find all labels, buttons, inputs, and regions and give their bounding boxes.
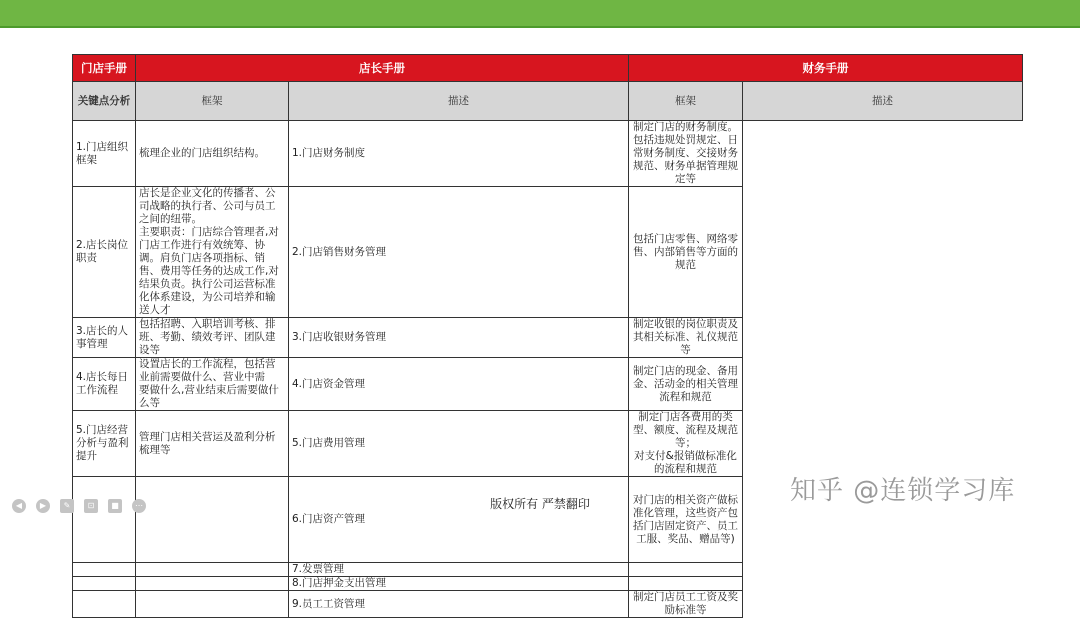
finance-desc-cell: 制定门店员工工资及奖励标准等 bbox=[629, 591, 743, 618]
manager-framework-cell: 1.门店组织框架 bbox=[73, 121, 136, 187]
finance-framework-cell: 8.门店押金支出管理 bbox=[289, 577, 629, 591]
finance-desc-cell bbox=[629, 563, 743, 577]
focus-icon[interactable]: ⊡ bbox=[84, 499, 98, 513]
top-banner bbox=[0, 0, 1080, 26]
finance-desc-cell: 制定门店的财务制度。 包括违规处罚规定、日常财务制度、交接财务规范、财务单据管理规定等 bbox=[629, 121, 743, 187]
finance-framework-cell: 7.发票管理 bbox=[289, 563, 629, 577]
manager-framework-cell bbox=[73, 591, 136, 618]
manager-framework-header: 框架 bbox=[136, 82, 289, 121]
manager-desc-cell: 设置店长的工作流程，包括营业前需要做什么、营业中需 要做什么,营业结束后需要做什么等 bbox=[136, 358, 289, 411]
manager-desc-cell: 包括招聘、入职培训考核、排班、考勤、绩效考评、团队建设等 bbox=[136, 318, 289, 358]
finance-desc-header: 描述 bbox=[743, 82, 1023, 121]
prev-icon[interactable]: ◀ bbox=[12, 499, 26, 513]
finance-framework-cell: 5.门店费用管理 bbox=[289, 411, 629, 477]
manager-desc-cell bbox=[136, 577, 289, 591]
finance-framework-header: 框架 bbox=[629, 82, 743, 121]
manager-framework-cell bbox=[73, 563, 136, 577]
next-icon[interactable]: ▶ bbox=[36, 499, 50, 513]
table-row bbox=[73, 563, 1023, 577]
manager-desc-cell bbox=[136, 563, 289, 577]
pen-icon[interactable]: ✎ bbox=[60, 499, 74, 513]
viewer-controls bbox=[12, 499, 146, 513]
manager-framework-cell: 2.店长岗位职责 bbox=[73, 187, 136, 318]
finance-framework-cell: 2.门店销售财务管理 bbox=[289, 187, 629, 318]
finance-desc-cell: 制定门店的现金、备用金、活动金的相关管理流程和规范 bbox=[629, 358, 743, 411]
manager-desc-cell: 店长是企业文化的传播者、公司战略的执行者、公司与员工之间的纽带。 主要职责：门店综合管理者,对门店工作进行有效统筹、协调。肩负门店各项指标、销售、费用等任务的达成工作,对结果负责。执行公司运营标准化体系建设，为公司培养和输送人才 bbox=[136, 187, 289, 318]
table-row bbox=[73, 318, 1023, 358]
copyright-footer: 版权所有 严禁翻印 bbox=[490, 497, 590, 511]
store-manual-header: 门店手册 bbox=[73, 55, 136, 82]
header-row bbox=[73, 55, 1023, 82]
finance-desc-cell: 对门店的相关资产做标准化管理，这些资产包括门店固定资产、员工工服、奖品、赠品等) bbox=[629, 477, 743, 563]
manager-desc-cell: 管理门店相关营运及盈利分析梳理等 bbox=[136, 411, 289, 477]
finance-framework-cell: 1.门店财务制度 bbox=[289, 121, 629, 187]
manager-desc-header: 描述 bbox=[289, 82, 629, 121]
manager-framework-cell bbox=[73, 577, 136, 591]
finance-desc-cell: 制定收银的岗位职责及其相关标准、礼仪规范等 bbox=[629, 318, 743, 358]
camera-icon[interactable]: ■ bbox=[108, 499, 122, 513]
finance-framework-cell: 9.员工工资管理 bbox=[289, 591, 629, 618]
finance-framework-cell: 4.门店资金管理 bbox=[289, 358, 629, 411]
table-row bbox=[73, 591, 1023, 618]
manager-framework-cell: 4.店长每日工作流程 bbox=[73, 358, 136, 411]
subheader-row bbox=[73, 82, 1023, 121]
finance-manual-header: 财务手册 bbox=[629, 55, 1023, 82]
manager-framework-cell: 3.店长的人事管理 bbox=[73, 318, 136, 358]
table-row bbox=[73, 577, 1023, 591]
manual-table bbox=[72, 54, 1023, 618]
more-icon[interactable]: ⋯ bbox=[132, 499, 146, 513]
key-point-analysis-label: 关键点分析 bbox=[73, 82, 136, 121]
manager-desc-cell: 梳理企业的门店组织结构。 bbox=[136, 121, 289, 187]
finance-desc-cell bbox=[629, 577, 743, 591]
finance-desc-cell: 制定门店各费用的类型、额度、流程及规范等； 对支付&报销做标准化的流程和规范 bbox=[629, 411, 743, 477]
manager-manual-header: 店长手册 bbox=[136, 55, 629, 82]
finance-framework-cell: 3.门店收银财务管理 bbox=[289, 318, 629, 358]
table-row bbox=[73, 411, 1023, 477]
zhihu-watermark: 知乎 @连锁学习库 bbox=[790, 476, 1016, 506]
table-row bbox=[73, 121, 1023, 187]
finance-desc-cell: 包括门店零售、网络零售、内部销售等方面的规范 bbox=[629, 187, 743, 318]
table-row bbox=[73, 187, 1023, 318]
finance-framework-cell: 6.门店资产管理 bbox=[289, 477, 629, 563]
manager-framework-cell: 5.门店经营分析与盈利提升 bbox=[73, 411, 136, 477]
top-divider bbox=[0, 26, 1080, 28]
manager-desc-cell bbox=[136, 477, 289, 563]
manager-framework-cell bbox=[73, 477, 136, 563]
table-row bbox=[73, 358, 1023, 411]
manager-desc-cell bbox=[136, 591, 289, 618]
